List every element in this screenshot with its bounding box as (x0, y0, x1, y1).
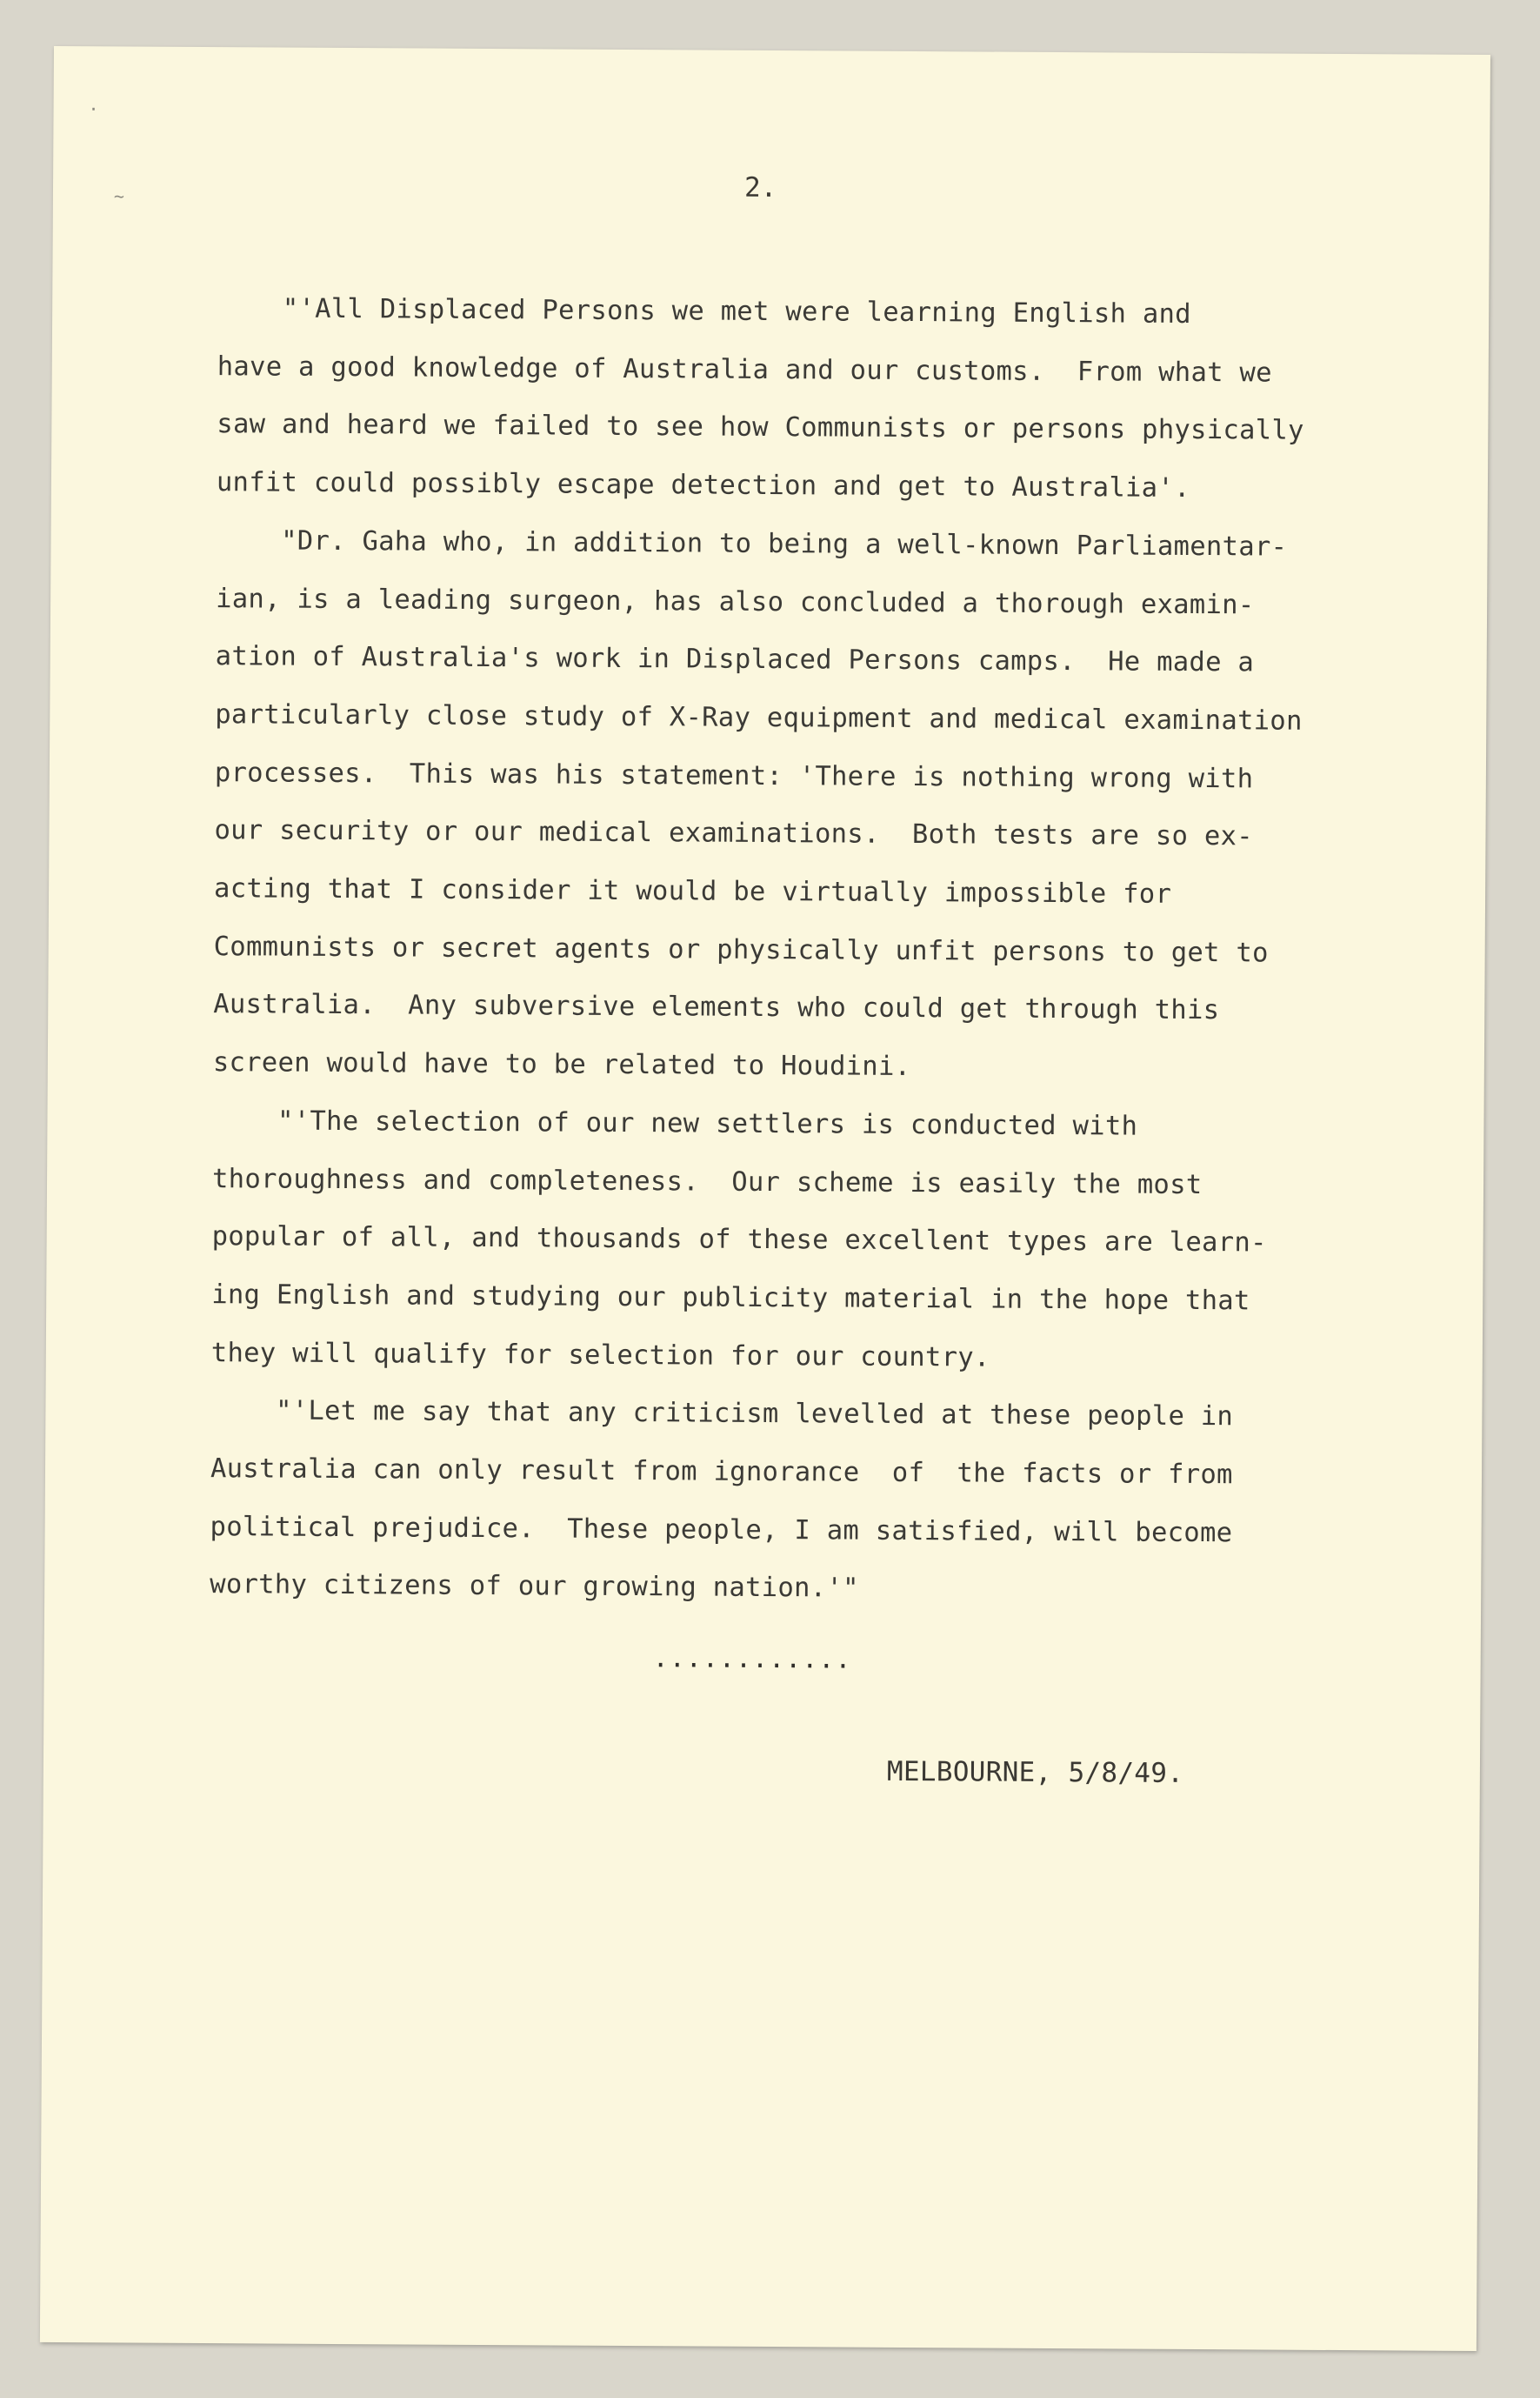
document-page (40, 46, 1490, 2351)
text-line: have a good knowledge of Australia and our customs. From what we (217, 351, 1272, 389)
text-line: thoroughness and completeness. Our scheme is easily the most (211, 1163, 1203, 1200)
text-line: acting that I consider it would be virtually impossible for (213, 873, 1172, 910)
text-line: ation of Australia's work in Displaced Persons camps. He made a (215, 641, 1255, 678)
text-line: processes. This was his statement: 'There is nothing wrong with (214, 757, 1254, 795)
text-line: Communists or secret agents or physically unfit persons to get to (213, 931, 1269, 969)
text-line: they will qualify for selection for our country. (210, 1337, 990, 1373)
dateline: MELBOURNE, 5/8/49. (886, 1755, 1184, 1789)
text-line: saw and heard we failed to see how Communists or persons physically (217, 409, 1304, 447)
text-line: Australia can only result from ignorance of the facts or from (210, 1453, 1233, 1491)
text-line: political prejudice. These people, I am satisfied, will become (210, 1511, 1233, 1549)
text-line: our security or our medical examinations. Both tests are so ex- (214, 815, 1253, 852)
paragraph-4 (210, 1382, 1411, 1621)
text-line: popular of all, and thousands of these excellent types are learn- (211, 1221, 1267, 1259)
text-line: "'All Displaced Persons we met were learning English and (217, 293, 1192, 330)
text-line: "'The selection of our new settlers is conducted with (212, 1105, 1138, 1142)
text-line: ian, is a leading surgeon, has also concluded a thorough examin- (216, 583, 1255, 620)
document-body (210, 280, 1417, 1622)
paper-speck: ~ (113, 185, 125, 207)
text-line: screen would have to be related to Houdini. (212, 1047, 911, 1083)
page-number: 2. (743, 171, 777, 204)
paragraph-2 (213, 512, 1417, 1099)
text-line: particularly close study of X-Ray equipment and medical examination (215, 699, 1303, 737)
text-line: unfit could possibly escape detection and get to Australia'. (216, 467, 1190, 504)
paragraph-1 (217, 280, 1418, 519)
text-line: "Dr. Gaha who, in addition to being a well-known Parliamentar- (216, 524, 1288, 563)
section-separator: ............ (652, 1643, 852, 1675)
paragraph-3 (211, 1092, 1413, 1390)
text-line: Australia. Any subversive elements who could get through this (213, 989, 1220, 1026)
text-line: "'Let me say that any criticism levelled at these people in (210, 1395, 1234, 1433)
text-line: ing English and studying our publicity material in the hope that (211, 1279, 1250, 1317)
paper-speck: · (88, 98, 99, 120)
text-line: worthy citizens of our growing nation.'" (210, 1569, 859, 1605)
